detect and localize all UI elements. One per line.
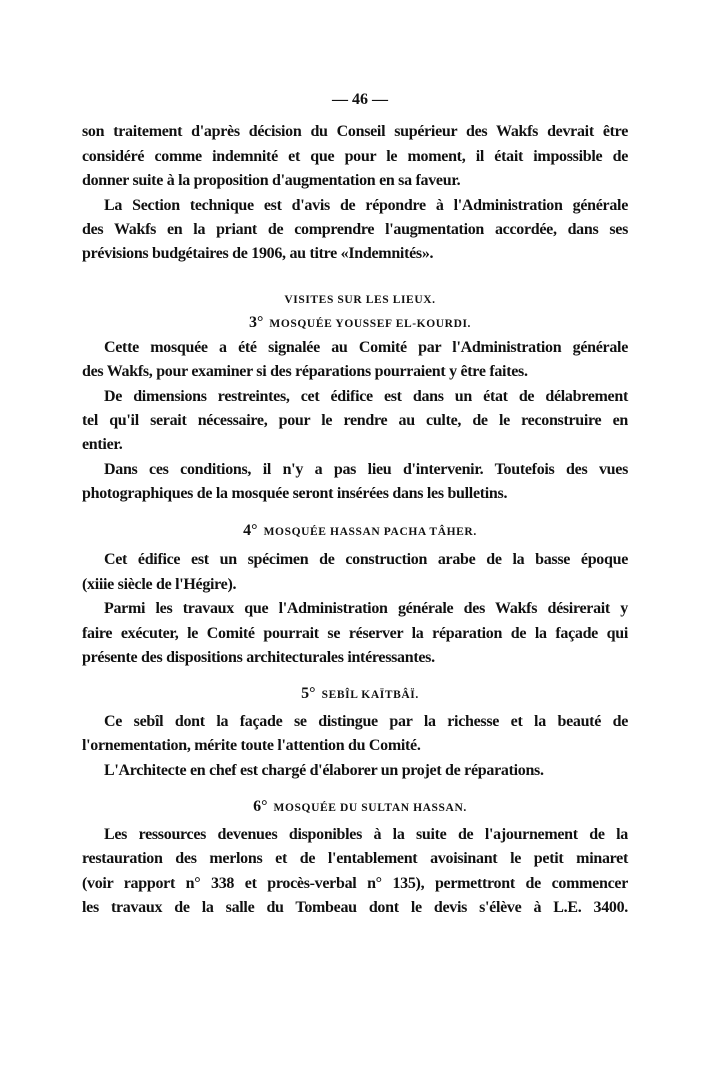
subsection-title: MOSQUÉE DU SULTAN HASSAN.: [273, 802, 467, 814]
text-line: Cet édifice est un spécimen de construction arabe de la basse époque: [104, 551, 628, 568]
text-line: Les ressources devenues disponibles à la suite de l'ajournement de la: [104, 826, 628, 843]
text-line: donner suite à la proposition d'augmentation en sa faveur.: [82, 172, 461, 189]
text-line: photographiques de la mosquée seront insérées dans les bulletins.: [82, 485, 508, 502]
subsection-number: 5°: [301, 685, 316, 702]
page-number: — 46 —: [332, 91, 388, 108]
text-line: prévisions budgétaires de 1906, au titre «Indemnités».: [82, 245, 434, 262]
text-line: les travaux de la salle du Tombeau dont le devis s'élève à L.E. 3400.: [82, 899, 628, 916]
text-line: (xiiie siècle de l'Hégire).: [82, 576, 237, 593]
text-line: faire exécuter, le Comité pourrait se réserver la réparation de la façade qui: [82, 625, 628, 642]
subsection-heading-4: [0, 520, 720, 542]
text-line: entier.: [82, 436, 123, 453]
text-line: (voir rapport n° 338 et procès-verbal n° 135), permettront de commencer: [82, 875, 628, 892]
text-line: des Wakfs en la priant de comprendre l'augmentation accordée, dans ses: [82, 221, 628, 238]
text-line: présente des dispositions architecturales intéressantes.: [82, 649, 435, 666]
text-line: l'ornementation, mérite toute l'attention du Comité.: [82, 737, 421, 754]
text-line: Dans ces conditions, il n'y a pas lieu d'intervenir. Toutefois des vues: [104, 461, 628, 478]
text-line: La Section technique est d'avis de répondre à l'Administration générale: [104, 197, 628, 214]
subsection-number: 6°: [253, 798, 268, 815]
text-line: restauration des merlons et de l'entablement avoisinant le petit minaret: [82, 850, 628, 867]
text-line: De dimensions restreintes, cet édifice est dans un état de délabrement: [104, 388, 628, 405]
text-line: Parmi les travaux que l'Administration générale des Wakfs désirerait y: [104, 600, 628, 617]
subsection-number: 4°: [243, 522, 258, 539]
text-line: L'Architecte en chef est chargé d'élaborer un projet de réparations.: [104, 762, 544, 779]
subsection-title: SEBÎL KAÏTBÂÏ.: [321, 689, 419, 701]
subsection-heading-3: [0, 312, 720, 334]
subsection-number: 3°: [248, 314, 264, 331]
text-line: considéré comme indemnité et que pour le moment, il était impossible de: [82, 148, 628, 165]
text-line: son traitement d'après décision du Conseil supérieur des Wakfs devrait être: [82, 123, 628, 140]
subsection-title: MOSQUÉE YOUSSEF EL-KOURDI.: [269, 318, 472, 330]
section-heading: VISITES SUR LES LIEUX.: [284, 294, 436, 306]
text-line: des Wakfs, pour examiner si des réparations pourraient y être faites.: [82, 363, 528, 380]
text-line: Cette mosquée a été signalée au Comité par l'Administration générale: [104, 339, 628, 356]
text-line: tel qu'il serait nécessaire, pour le rendre au culte, de le reconstruire en: [82, 412, 628, 429]
subsection-heading-5: [0, 683, 720, 705]
text-line: Ce sebîl dont la façade se distingue par la richesse et la beauté de: [104, 713, 628, 730]
subsection-title: MOSQUÉE HASSAN PACHA TÂHER.: [263, 526, 477, 538]
subsection-heading-6: [0, 796, 720, 818]
